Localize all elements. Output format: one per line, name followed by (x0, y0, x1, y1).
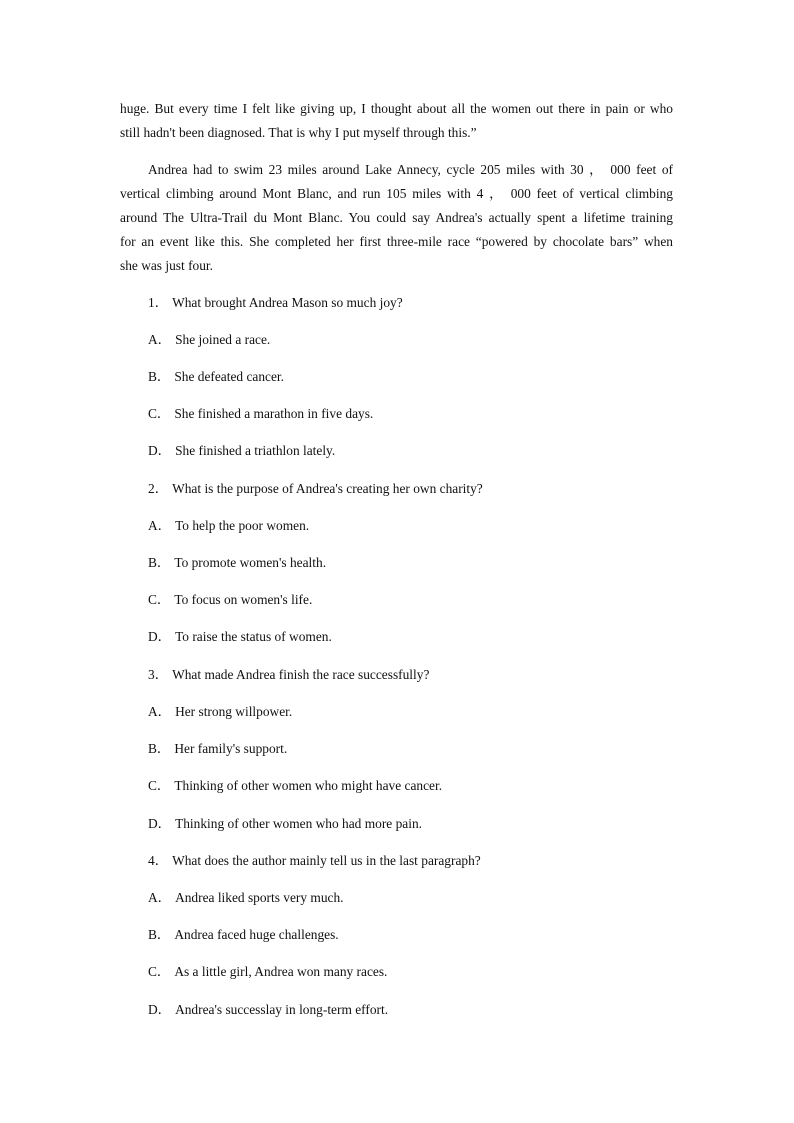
option-text: To focus on women's life. (174, 592, 313, 607)
question-text: What is the purpose of Andrea's creating her own charity? (172, 481, 483, 496)
question-3-option-d (148, 815, 422, 833)
question-1-option-c (148, 405, 373, 423)
option-letter: C． (148, 406, 171, 421)
option-text: She defeated cancer. (174, 369, 284, 384)
option-text: Her family's support. (174, 741, 288, 756)
question-number: 2． (148, 481, 169, 496)
question-number: 1． (148, 295, 169, 310)
question-text: What does the author mainly tell us in the last paragraph? (172, 853, 481, 868)
option-letter: B． (148, 555, 171, 570)
option-letter: D． (148, 629, 172, 644)
option-text: She finished a marathon in five days. (174, 406, 374, 421)
option-text: Andrea faced huge challenges. (174, 927, 339, 942)
passage-line: for an event like this. She completed her first three-mile race “powered by chocolate bars” when (120, 234, 673, 249)
question-2-option-a (148, 517, 309, 535)
option-letter: A． (148, 704, 172, 719)
option-letter: C． (148, 592, 171, 607)
question-4 (148, 852, 481, 870)
passage-continued-paragraph (120, 97, 673, 145)
question-2-option-c (148, 591, 312, 609)
question-3-option-a (148, 703, 292, 721)
option-letter: D． (148, 443, 172, 458)
question-2-option-b (148, 554, 326, 572)
passage-line: huge. But every time I felt like giving up, I thought about all the women out there in pain or who (120, 101, 673, 116)
option-letter: D． (148, 816, 172, 831)
question-text: What brought Andrea Mason so much joy? (172, 295, 403, 310)
question-1 (148, 294, 403, 312)
option-text: As a little girl, Andrea won many races. (174, 964, 388, 979)
passage-line: she was just four. (120, 258, 213, 273)
option-text: Andrea liked sports very much. (175, 890, 344, 905)
option-letter: A． (148, 518, 172, 533)
option-letter: A． (148, 890, 172, 905)
question-3-option-b (148, 740, 287, 758)
option-letter: B． (148, 369, 171, 384)
option-letter: A． (148, 332, 172, 347)
question-2 (148, 480, 483, 498)
question-2-option-d (148, 628, 332, 646)
option-text: To help the poor women. (175, 518, 310, 533)
question-1-option-b (148, 368, 284, 386)
question-number: 3． (148, 667, 169, 682)
option-text: She joined a race. (175, 332, 271, 347)
question-3-option-c (148, 777, 442, 795)
option-text: To promote women's health. (174, 555, 327, 570)
question-text: What made Andrea finish the race successfully? (172, 667, 430, 682)
question-4-option-c (148, 963, 387, 981)
option-text: Thinking of other women who had more pain. (175, 816, 422, 831)
option-text: Andrea's successlay in long-term effort. (175, 1002, 389, 1017)
option-text: Her strong willpower. (175, 704, 293, 719)
passage-line: vertical climbing around Mont Blanc, and run 105 miles with 4 ， 000 feet of vertical climbing (120, 186, 673, 201)
option-letter: C． (148, 964, 171, 979)
option-letter: B． (148, 927, 171, 942)
option-text: She finished a triathlon lately. (175, 443, 336, 458)
option-text: Thinking of other women who might have cancer. (174, 778, 443, 793)
passage-line: still hadn't been diagnosed. That is why I put myself through this.” (120, 125, 477, 140)
question-1-option-a (148, 331, 270, 349)
option-letter: D． (148, 1002, 172, 1017)
option-letter: C． (148, 778, 171, 793)
question-1-option-d (148, 442, 335, 460)
question-3 (148, 666, 429, 684)
passage-line: around The Ultra-Trail du Mont Blanc. You could say Andrea's actually spent a lifetime training (120, 210, 673, 225)
option-letter: B． (148, 741, 171, 756)
question-4-option-a (148, 889, 344, 907)
question-number: 4． (148, 853, 169, 868)
passage-line: Andrea had to swim 23 miles around Lake Annecy, cycle 205 miles with 30 ， 000 feet of (148, 162, 673, 177)
question-4-option-d (148, 1001, 388, 1019)
option-text: To raise the status of women. (175, 629, 332, 644)
passage-last-paragraph (120, 158, 673, 278)
question-4-option-b (148, 926, 339, 944)
